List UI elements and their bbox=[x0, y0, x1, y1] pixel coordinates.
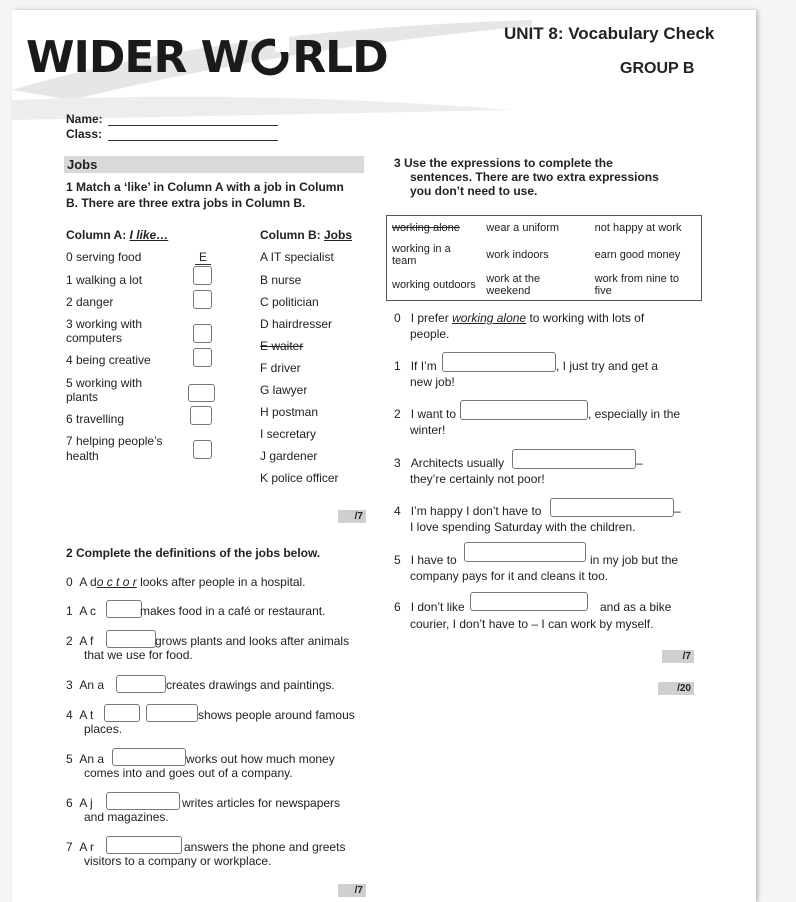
expressions-row bbox=[387, 240, 702, 270]
col-b-item-g: G lawyer bbox=[260, 383, 308, 397]
expression-cell: earn good money bbox=[594, 249, 681, 261]
col-a-item-7-line2: health bbox=[66, 449, 99, 463]
wider-world-logo: WIDER W RLD bbox=[26, 32, 388, 83]
ex2-item-7-cont: visitors to a company or workplace. bbox=[84, 854, 272, 868]
col-a-item-1: 1 walking a lot bbox=[66, 273, 143, 287]
ex2-item-7-start: 7 A r bbox=[66, 840, 95, 854]
col-a-item-5-line1: 5 working with bbox=[66, 376, 143, 390]
column-b-title: Column B: Jobs bbox=[260, 228, 353, 242]
col-b-item-j: J gardener bbox=[260, 449, 318, 463]
ex2-item-5-start: 5 An a bbox=[66, 752, 105, 766]
match-answer-box-3[interactable] bbox=[193, 324, 212, 343]
expressions-table bbox=[386, 215, 702, 301]
expression-cell: working alone bbox=[392, 222, 460, 234]
class-label: Class: bbox=[66, 127, 103, 141]
expressions-row bbox=[387, 270, 702, 301]
col-a-item-5-line2: plants bbox=[66, 390, 99, 404]
ex3-answer-box-1[interactable] bbox=[442, 352, 556, 372]
ex3-instructions-line2: sentences. There are two extra expressions bbox=[410, 170, 659, 184]
col-b-item-d: D hairdresser bbox=[260, 317, 333, 331]
logo-o-ring-icon bbox=[248, 36, 292, 76]
match-answer-box-1[interactable] bbox=[193, 266, 212, 285]
ex3-score: /7 bbox=[662, 650, 694, 663]
match-answer-box-7[interactable] bbox=[193, 440, 212, 459]
ex2-item-6-end: writes articles for newspapers bbox=[182, 796, 341, 810]
ex3-item-1-cont: new job! bbox=[410, 375, 455, 389]
class-field[interactable] bbox=[108, 140, 278, 141]
ex2-item-2-cont: that we use for food. bbox=[84, 648, 193, 662]
match-answer-box-2[interactable] bbox=[193, 290, 212, 309]
col-b-item-a: A IT specialist bbox=[260, 250, 334, 264]
ex3-item-4-cont: I love spending Saturday with the children. bbox=[410, 520, 636, 534]
col-b-item-k: K police officer bbox=[260, 471, 339, 485]
ex3-item-6-start: 6 I don’t like bbox=[394, 600, 465, 614]
expression-cell: working outdoors bbox=[392, 279, 476, 291]
ex3-item-5-end: in my job but the bbox=[590, 553, 679, 567]
ex2-item-6-cont: and magazines. bbox=[84, 810, 169, 824]
expression-cell: wear a uniform bbox=[486, 222, 560, 234]
ex2-answer-box-2[interactable] bbox=[106, 630, 156, 648]
match-answer-box-6[interactable] bbox=[190, 406, 212, 425]
ex2-item-4-end: shows people around famous bbox=[198, 708, 355, 722]
expression-cell: working in a team bbox=[392, 243, 451, 267]
ex2-answer-box-5[interactable] bbox=[112, 748, 186, 766]
ex2-answer-box-6[interactable] bbox=[106, 792, 180, 810]
col-b-item-e: E waiter bbox=[260, 339, 304, 353]
col-a-item-3-line2: computers bbox=[66, 331, 123, 345]
ex2-item-2-end: grows plants and looks after animals bbox=[155, 634, 350, 648]
ex3-instructions-line3: you don’t need to use. bbox=[410, 184, 538, 198]
expression-cell: work from nine to five bbox=[594, 273, 679, 297]
ex3-answer-box-4[interactable] bbox=[550, 498, 674, 517]
ex2-item-2-start: 2 A f bbox=[66, 634, 94, 648]
ex2-item-3-end: creates drawings and paintings. bbox=[166, 678, 335, 692]
ex3-answer-box-6[interactable] bbox=[470, 592, 588, 611]
ex2-item-1-start: 1 A c bbox=[66, 604, 97, 618]
col-a-item-3-line1: 3 working with bbox=[66, 317, 143, 331]
col-b-item-i: I secretary bbox=[260, 427, 317, 441]
ex3-example: 0 I prefer working alone to working with lots of bbox=[394, 311, 645, 325]
ex3-example-cont: people. bbox=[410, 327, 450, 341]
name-field[interactable] bbox=[108, 125, 278, 126]
expressions-row bbox=[387, 216, 702, 241]
name-label: Name: bbox=[66, 112, 103, 126]
ex3-item-2-end: , especially in the bbox=[588, 407, 681, 421]
worksheet-page bbox=[12, 10, 756, 902]
col-a-item-4: 4 being creative bbox=[66, 353, 151, 367]
ex2-answer-box-1[interactable] bbox=[106, 600, 142, 618]
expression-cell: not happy at work bbox=[594, 222, 682, 234]
ex3-item-4-end: – bbox=[674, 504, 681, 518]
example-answer: E bbox=[195, 250, 211, 265]
ex2-item-4-cont: places. bbox=[84, 722, 123, 736]
ex3-item-5-start: 5 I have to bbox=[394, 553, 457, 567]
col-a-item-2: 2 danger bbox=[66, 295, 114, 309]
ex1-score: /7 bbox=[338, 510, 366, 523]
ex2-instructions: 2 Complete the definitions of the jobs below. bbox=[66, 546, 321, 560]
ex2-answer-box-3[interactable] bbox=[116, 675, 166, 693]
ex3-item-1-start: 1 If I’m bbox=[394, 359, 437, 373]
ex3-item-3-end: – bbox=[636, 456, 643, 470]
expression-cell: work at the weekend bbox=[486, 273, 541, 297]
ex2-item-1-end: makes food in a café or restaurant. bbox=[140, 604, 326, 618]
ex1-instructions-line2: B. There are three extra jobs in Column B. bbox=[66, 196, 306, 210]
ex3-item-2-start: 2 I want to bbox=[394, 407, 457, 421]
ex3-item-5-cont: company pays for it and cleans it too. bbox=[410, 569, 609, 583]
ex2-item-6-start: 6 A j bbox=[66, 796, 93, 810]
ex2-score: /7 bbox=[338, 884, 366, 897]
col-a-item-7-line1: 7 helping people’s bbox=[66, 434, 163, 448]
ex3-item-2-cont: winter! bbox=[410, 423, 446, 437]
ex2-item-5-end: works out how much money bbox=[186, 752, 335, 766]
ex2-item-3-start: 3 An a bbox=[66, 678, 105, 692]
col-b-item-b: B nurse bbox=[260, 273, 302, 287]
ex2-answer-box-7[interactable] bbox=[106, 836, 182, 854]
ex3-item-1-end: , I just try and get a bbox=[556, 359, 659, 373]
total-score: /20 bbox=[658, 682, 694, 695]
col-b-item-h: H postman bbox=[260, 405, 319, 419]
col-a-item-0: 0 serving food bbox=[66, 250, 142, 264]
ex2-item-0: 0 A do c t o r looks after people in a hospital. bbox=[66, 575, 306, 589]
group-label: GROUP B bbox=[620, 60, 695, 77]
unit-title: UNIT 8: Vocabulary Check bbox=[504, 24, 715, 43]
col-b-item-c: C politician bbox=[260, 295, 319, 309]
ex3-answer-box-5[interactable] bbox=[464, 542, 586, 562]
ex1-instructions-line1: 1 Match a ‘like’ in Column A with a job in Column bbox=[66, 180, 344, 194]
column-a-title: Column A: I like… bbox=[66, 228, 169, 242]
ex2-item-7-end: answers the phone and greets bbox=[184, 840, 346, 854]
ex2-item-4-start: 4 A t bbox=[66, 708, 94, 722]
match-answer-box-5[interactable] bbox=[188, 384, 215, 402]
expression-cell: work indoors bbox=[486, 249, 549, 261]
ex3-answer-box-2[interactable] bbox=[460, 400, 588, 420]
ex3-answer-box-3[interactable] bbox=[512, 449, 636, 469]
col-a-item-6: 6 travelling bbox=[66, 412, 125, 426]
ex3-item-3-start: 3 Architects usually bbox=[394, 456, 505, 470]
ex2-item-5-cont: comes into and goes out of a company. bbox=[84, 766, 293, 780]
ex2-answer-box-4b[interactable] bbox=[146, 704, 198, 722]
col-b-item-f: F driver bbox=[260, 361, 301, 375]
match-answer-box-4[interactable] bbox=[193, 348, 212, 367]
ex3-item-6-cont: courier, I don’t have to – I can work by myself. bbox=[410, 617, 654, 631]
ex3-instructions-line1: 3 Use the expressions to complete the bbox=[394, 156, 613, 170]
ex3-item-4-start: 4 I’m happy I don’t have to bbox=[394, 504, 542, 518]
ex2-answer-box-4a[interactable] bbox=[104, 704, 140, 722]
section-jobs-heading: Jobs bbox=[64, 156, 364, 173]
ex3-item-6-end: and as a bike bbox=[600, 600, 672, 614]
ex3-item-3-cont: they’re certainly not poor! bbox=[410, 472, 545, 486]
